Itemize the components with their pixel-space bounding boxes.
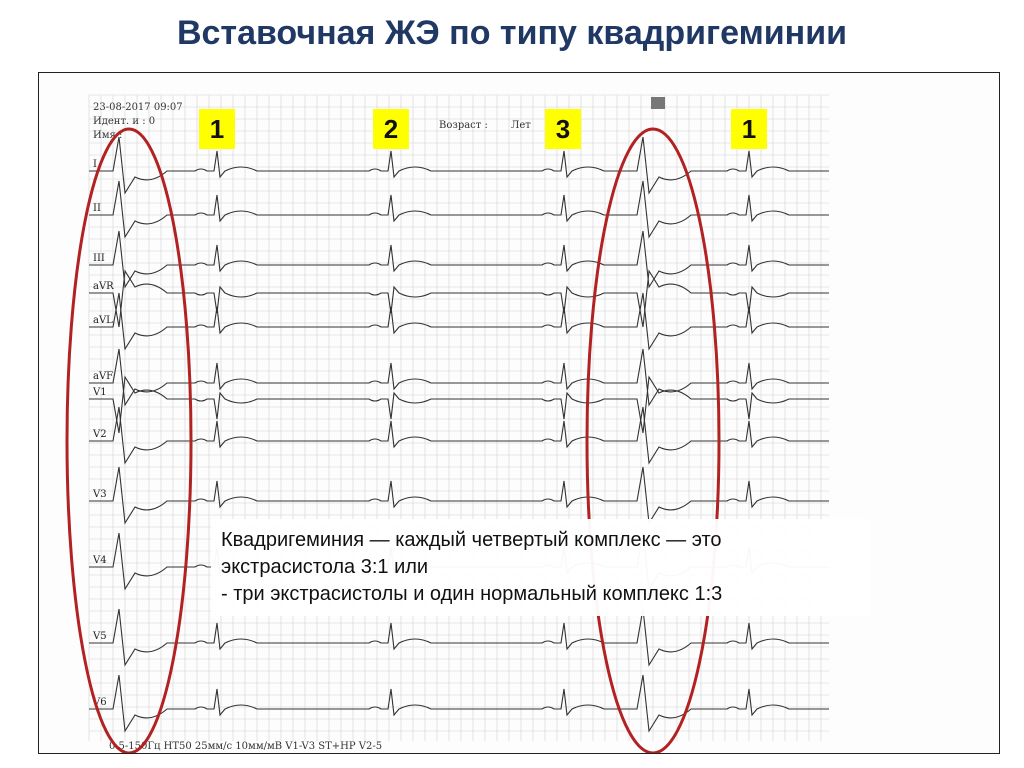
lead-label-iii: III [93, 253, 105, 264]
lead-label-v2: V2 [93, 429, 107, 440]
lead-label-ii: II [93, 203, 101, 214]
lead-label-avr: aVR [93, 281, 114, 292]
ecg-corner-mark [651, 97, 665, 109]
caption-line-1: Квадригеминия — каждый четвертый комплекс — это [221, 529, 722, 551]
caption-line-3: - три экстрасистолы и один нормальный комплекс 1:3 [221, 583, 723, 605]
lead-label-v4: V4 [93, 555, 107, 566]
beat-marker-2: 2 [373, 109, 409, 149]
ecg-patient-id: Идент. и : 0 [93, 116, 156, 127]
ecg-footer: 0.5-150Гц HT50 25мм/с 10мм/мВ V1-V3 ST+HP V2-5 [109, 741, 383, 752]
ecg-patient-name: Имя : [93, 130, 123, 141]
lead-label-v5: V5 [93, 631, 107, 642]
lead-label-avf: aVF [93, 371, 114, 382]
beat-marker-4: 1 [731, 109, 767, 149]
ecg-trace-v6 [89, 675, 829, 731]
caption-line-2: экстрасистола 3:1 или [221, 556, 429, 578]
ecg-trace-ii [89, 181, 829, 237]
lead-label-v1: V1 [93, 387, 107, 398]
lead-label-avl: aVL [93, 315, 113, 326]
lead-label-v6: V6 [93, 697, 107, 708]
beat-marker-1: 1 [199, 109, 235, 149]
caption-box [211, 519, 871, 616]
lead-label-v3: V3 [93, 489, 107, 500]
ecg-datetime: 23-08-2017 09:07 [93, 102, 183, 113]
slide-title: Вставочная ЖЭ по типу квадригеминии [176, 14, 848, 52]
ecg-trace-iii [89, 231, 829, 287]
ecg-trace-v5 [89, 609, 829, 665]
ecg-age-unit: Лет [511, 120, 531, 131]
ecg-strip [38, 72, 1000, 754]
ecg-trace-avl [89, 293, 829, 349]
beat-marker-3: 3 [545, 109, 581, 149]
ecg-chart [39, 73, 999, 753]
lead-label-i: I [93, 159, 97, 170]
ecg-age-label: Возраст : [439, 120, 488, 131]
